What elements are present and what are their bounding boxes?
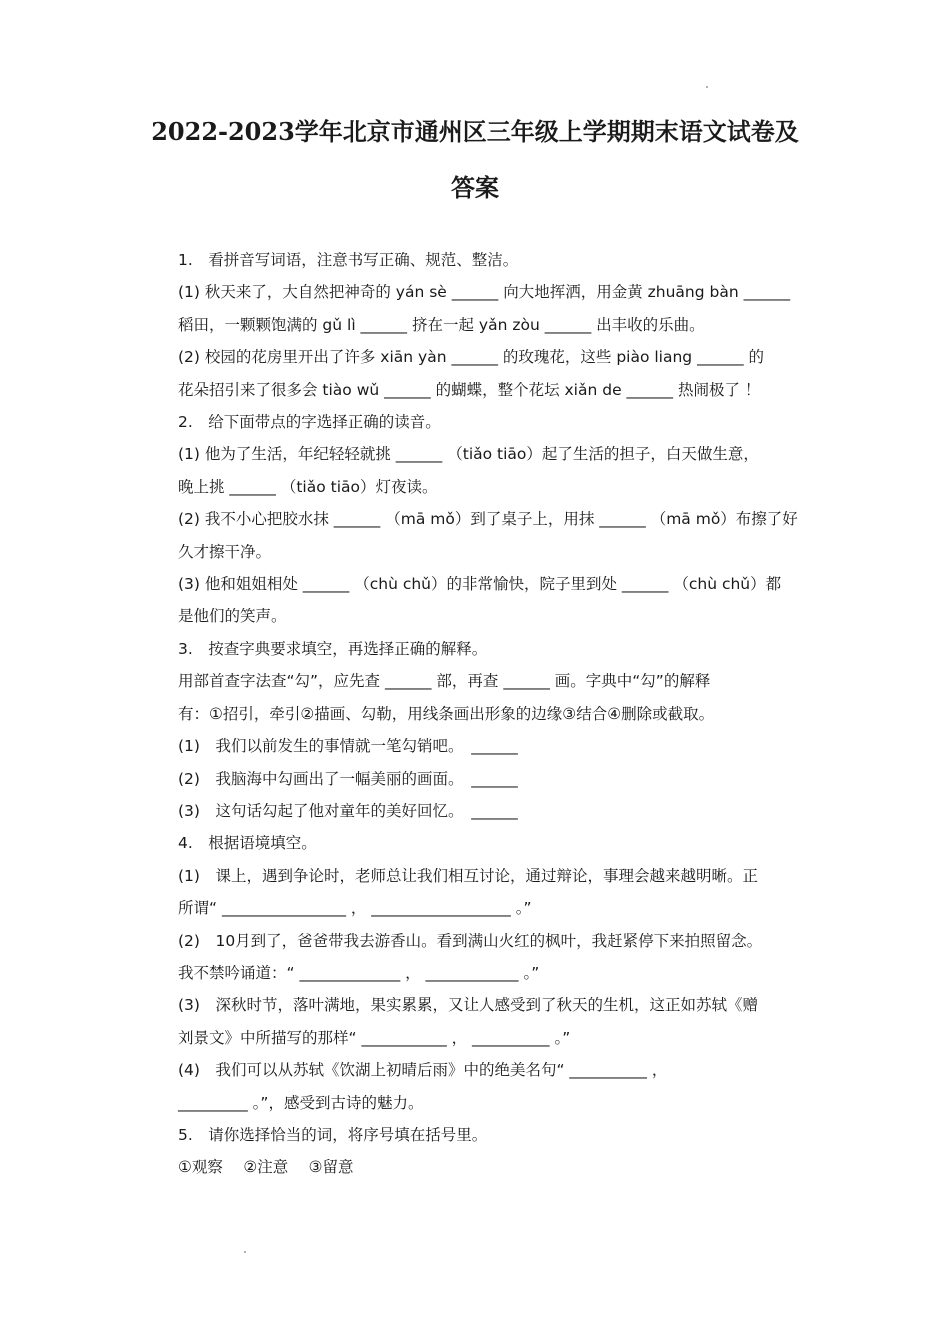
question-1-heading: 1. 看拼音写词语，注意书写正确、规范、整洁。 [178,251,519,269]
text-line: (1) 课上，遇到争论时，老师总让我们相互讨论，通过辩论，事理会越来越明晰。正 [178,866,758,885]
question-3-heading: 3. 按查字典要求填空，再选择正确的解释。 [178,639,488,658]
text-line: 稻田，一颗颗饱满的 gǔ lì ______ 挤在一起 yǎn zòu ______ 出丰收的乐曲。 [178,315,705,334]
text-line: (3) 深秋时节，落叶满地，果实累累，又让人感受到了秋天的生机，这正如苏轼《赠 [178,996,758,1015]
scan-dot-bottom [244,1251,246,1253]
text-line: 晚上挑 ______ （tiǎo tiāo）灯夜读。 [178,477,438,496]
text-line: (1) 秋天来了，大自然把神奇的 yán sè ______ 向大地挥洒，用金黄 zhuāng bàn ______ [178,283,791,302]
text-line: 有：①招引，牵引②描画、勾勒，用线条画出形象的边缘③结合④删除或截取。 [178,704,715,723]
text-line: (2) 我不小心把胶水抹 ______ （mā mǒ）到了桌子上，用抹 ______ （mā mǒ）布擦了好 [178,510,798,529]
text-line: (3) 这句话勾起了他对童年的美好回忆。 ______ [178,801,518,820]
text-line: 所谓“ ________________ ， __________________ 。” [178,899,532,918]
text-line: (1) 我们以前发生的事情就一笔勾销吧。 ______ [178,737,518,756]
text-line: 久才擦干净。 [178,542,272,561]
text-line: (2) 10月到了，爸爸带我去游香山。看到满山火红的枫叶，我赶紧停下来拍照留念。 [178,931,763,950]
exam-content [178,244,810,1184]
text-line: 用部首查字法查“勾”，应先查 ______ 部，再查 ______ 画。字典中“勾”的解释 [178,672,711,691]
option-list: ①观察 ②注意 ③留意 [178,1158,354,1177]
question-4-heading: 4. 根据语境填空。 [178,834,317,853]
text-line: (1) 他为了生活，年纪轻轻就挑 ______ （tiǎo tiāo）起了生活的担子，白天做生意， [178,445,759,464]
title-line-2: 答案 [451,173,499,202]
text-line: (4) 我们可以从苏轼《饮湖上初晴后雨》中的绝美名句“ __________ ， [178,1061,668,1080]
text-line: 刘景文》中所描写的那样“ ___________ ， __________ 。” [178,1028,571,1047]
text-line: (2) 我脑海中勾画出了一幅美丽的画面。 ______ [178,769,518,788]
scan-dot-top [706,86,708,88]
text-line: _________ 。”，感受到古诗的魅力。 [178,1093,424,1112]
text-line: 是他们的笑声。 [178,607,287,626]
title-line-1: 2022-2023学年北京市通州区三年级上学期期末语文试卷及 [151,117,799,146]
text-line: (3) 他和姐姐相处 ______ （chù chǔ）的非常愉快，院子里到处 ______ （chù chǔ）都 [178,575,782,594]
question-5-heading: 5. 请你选择恰当的词，将序号填在括号里。 [178,1125,488,1144]
question-2-heading: 2. 给下面带点的字选择正确的读音。 [178,413,441,432]
text-line: (2) 校园的花房里开出了许多 xiān yàn ______ 的玫瑰花，这些 piào liang ______ 的 [178,348,764,367]
text-line: 我不禁吟诵道：“ _____________ ， ____________ 。” [178,963,540,982]
text-line: 花朵招引来了很多会 tiào wǔ ______ 的蝴蝶，整个花坛 xiǎn de ______ 热闹极了 ！ [178,380,761,399]
page-title [100,104,850,216]
